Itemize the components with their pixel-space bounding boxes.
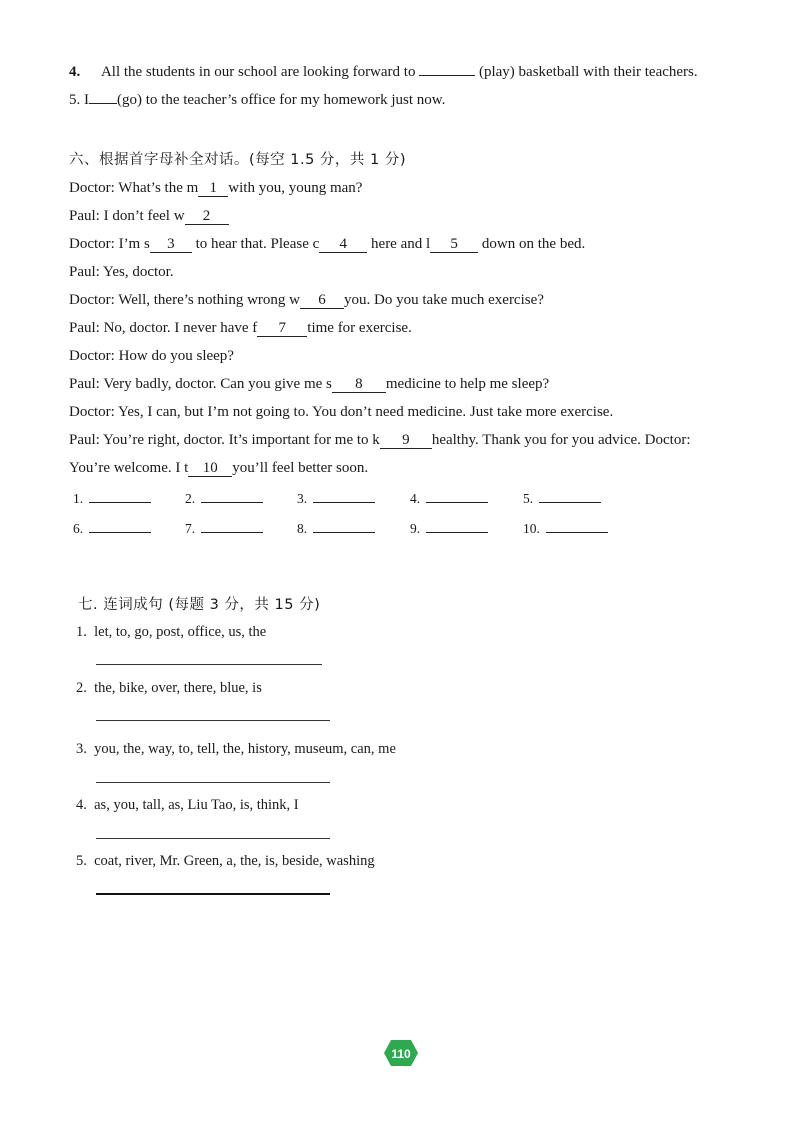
answer-blank-7[interactable]: 7 bbox=[257, 321, 307, 337]
dialogue-line bbox=[69, 263, 174, 281]
answer-blank-line[interactable] bbox=[539, 490, 601, 503]
answer-blank-line[interactable] bbox=[313, 490, 375, 503]
section-6-title: 六、根据首字母补全对话。(每空 1.5 分，共 1 分) bbox=[69, 152, 407, 168]
answer-blank-2[interactable]: 2 bbox=[185, 209, 229, 225]
reorder-question-4 bbox=[76, 797, 299, 814]
question-number: 1. bbox=[76, 624, 87, 640]
dialogue-text: Paul: Yes, doctor. bbox=[69, 264, 174, 280]
dialogue-text: you. Do you take much exercise? bbox=[343, 292, 544, 308]
dialogue-text: down on the bed. bbox=[481, 236, 586, 252]
answer-blank-line[interactable] bbox=[89, 490, 151, 503]
writing-line-2[interactable] bbox=[96, 720, 330, 721]
question-number: 4. bbox=[69, 64, 81, 80]
question-number: 4. bbox=[76, 797, 87, 813]
answer-blank-line[interactable] bbox=[426, 490, 488, 503]
answer-slot-3[interactable] bbox=[297, 490, 375, 507]
dialogue-text: with you, young man? bbox=[228, 180, 363, 196]
dialogue-text: Doctor: Well, there’s nothing wrong w bbox=[69, 292, 300, 308]
dialogue-text: to hear that. Please c bbox=[195, 236, 320, 252]
answer-slot-8[interactable] bbox=[297, 520, 375, 537]
answer-slot-6[interactable] bbox=[73, 520, 151, 537]
answer-label: 6. bbox=[73, 521, 84, 536]
answer-blank-line[interactable] bbox=[201, 490, 263, 503]
dialogue-text: You’re welcome. I t bbox=[69, 460, 189, 476]
reorder-question-1 bbox=[76, 624, 266, 641]
question-hint: (play) basketball with their teachers. bbox=[478, 64, 698, 80]
question-4 bbox=[69, 60, 698, 81]
question-number: 2. bbox=[76, 680, 87, 696]
question-words: you, the, way, to, tell, the, history, museum, can, me bbox=[94, 741, 396, 757]
answer-label: 1. bbox=[73, 491, 84, 506]
answer-blank-6[interactable]: 6 bbox=[300, 293, 344, 309]
dialogue-text: you’ll feel better soon. bbox=[232, 460, 369, 476]
dialogue-text: medicine to help me sleep? bbox=[385, 376, 550, 392]
answer-blank-line[interactable] bbox=[89, 520, 151, 533]
answer-label: 9. bbox=[410, 521, 421, 536]
dialogue-line bbox=[69, 291, 544, 309]
dialogue-line bbox=[69, 459, 368, 477]
question-5 bbox=[69, 88, 445, 109]
answer-blank-4[interactable]: 4 bbox=[319, 237, 367, 253]
answer-label: 2. bbox=[185, 491, 196, 506]
question-words: let, to, go, post, office, us, the bbox=[94, 624, 267, 640]
question-number: 5. I bbox=[69, 92, 89, 108]
question-number: 3. bbox=[76, 741, 87, 757]
dialogue-text: Paul: No, doctor. I never have f bbox=[69, 320, 258, 336]
dialogue-text: Paul: I don’t feel w bbox=[69, 208, 185, 224]
dialogue-text: Doctor: Yes, I can, but I’m not going to. You don’t need medicine. Just take more exercise. bbox=[69, 404, 614, 420]
dialogue-line bbox=[69, 179, 362, 197]
dialogue-line bbox=[69, 207, 229, 225]
writing-line-1[interactable] bbox=[96, 664, 322, 665]
dialogue-text: Paul: Very badly, doctor. Can you give me s bbox=[69, 376, 332, 392]
dialogue-text: Doctor: How do you sleep? bbox=[69, 348, 234, 364]
writing-line-3[interactable] bbox=[96, 782, 330, 783]
dialogue-line bbox=[69, 319, 412, 337]
writing-line-5[interactable] bbox=[96, 893, 330, 895]
answer-slot-2[interactable] bbox=[185, 490, 263, 507]
answer-label: 4. bbox=[410, 491, 421, 506]
dialogue-text: healthy. Thank you for you advice. Doctor: bbox=[431, 432, 691, 448]
dialogue-text: Paul: You’re right, doctor. It’s important for me to k bbox=[69, 432, 380, 448]
answer-blank-5[interactable]: 5 bbox=[430, 237, 478, 253]
question-text: All the students in our school are looking forward to bbox=[100, 64, 416, 80]
answer-blank[interactable] bbox=[419, 60, 475, 76]
answer-blank-3[interactable]: 3 bbox=[150, 237, 192, 253]
answer-blank[interactable] bbox=[89, 88, 117, 104]
answer-blank-line[interactable] bbox=[313, 520, 375, 533]
dialogue-line bbox=[69, 431, 691, 449]
answer-label: 8. bbox=[297, 521, 308, 536]
answer-blank-8[interactable]: 8 bbox=[332, 377, 386, 393]
section-7-title: 七. 连词成句 (每题 3 分，共 15 分) bbox=[78, 597, 321, 613]
answer-label: 7. bbox=[185, 521, 196, 536]
dialogue-line bbox=[69, 235, 585, 253]
answer-label: 3. bbox=[297, 491, 308, 506]
answer-blank-9[interactable]: 9 bbox=[380, 433, 432, 449]
answer-slot-10[interactable] bbox=[523, 520, 608, 537]
question-words: coat, river, Mr. Green, a, the, is, beside, washing bbox=[94, 853, 375, 869]
page-number: 110 bbox=[391, 1047, 411, 1061]
dialogue-line bbox=[69, 403, 613, 421]
answer-slot-4[interactable] bbox=[410, 490, 488, 507]
answer-label: 10. bbox=[523, 521, 540, 536]
dialogue-line bbox=[69, 375, 549, 393]
answer-blank-line[interactable] bbox=[546, 520, 608, 533]
question-words: as, you, tall, as, Liu Tao, is, think, I bbox=[94, 797, 299, 813]
answer-label: 5. bbox=[523, 491, 534, 506]
answer-slot-9[interactable] bbox=[410, 520, 488, 537]
dialogue-text: here and l bbox=[371, 236, 431, 252]
writing-line-4[interactable] bbox=[96, 838, 330, 839]
answer-slot-7[interactable] bbox=[185, 520, 263, 537]
reorder-question-2 bbox=[76, 680, 262, 697]
question-number: 5. bbox=[76, 853, 87, 869]
reorder-question-5 bbox=[76, 853, 375, 870]
dialogue-line bbox=[69, 347, 234, 365]
page-number-badge bbox=[383, 1039, 419, 1067]
answer-blank-1[interactable]: 1 bbox=[198, 181, 228, 197]
question-hint: (go) to the teacher’s office for my homework just now. bbox=[117, 92, 446, 108]
question-words: the, bike, over, there, blue, is bbox=[94, 680, 262, 696]
dialogue-text: Doctor: I’m s bbox=[69, 236, 150, 252]
dialogue-text: time for exercise. bbox=[307, 320, 412, 336]
answer-slot-5[interactable] bbox=[523, 490, 601, 507]
answer-blank-line[interactable] bbox=[426, 520, 488, 533]
answer-blank-line[interactable] bbox=[201, 520, 263, 533]
dialogue-text: Doctor: What’s the m bbox=[69, 180, 199, 196]
reorder-question-3 bbox=[76, 741, 396, 758]
answer-slot-1[interactable] bbox=[73, 490, 151, 507]
answer-blank-10[interactable]: 10 bbox=[188, 461, 232, 477]
